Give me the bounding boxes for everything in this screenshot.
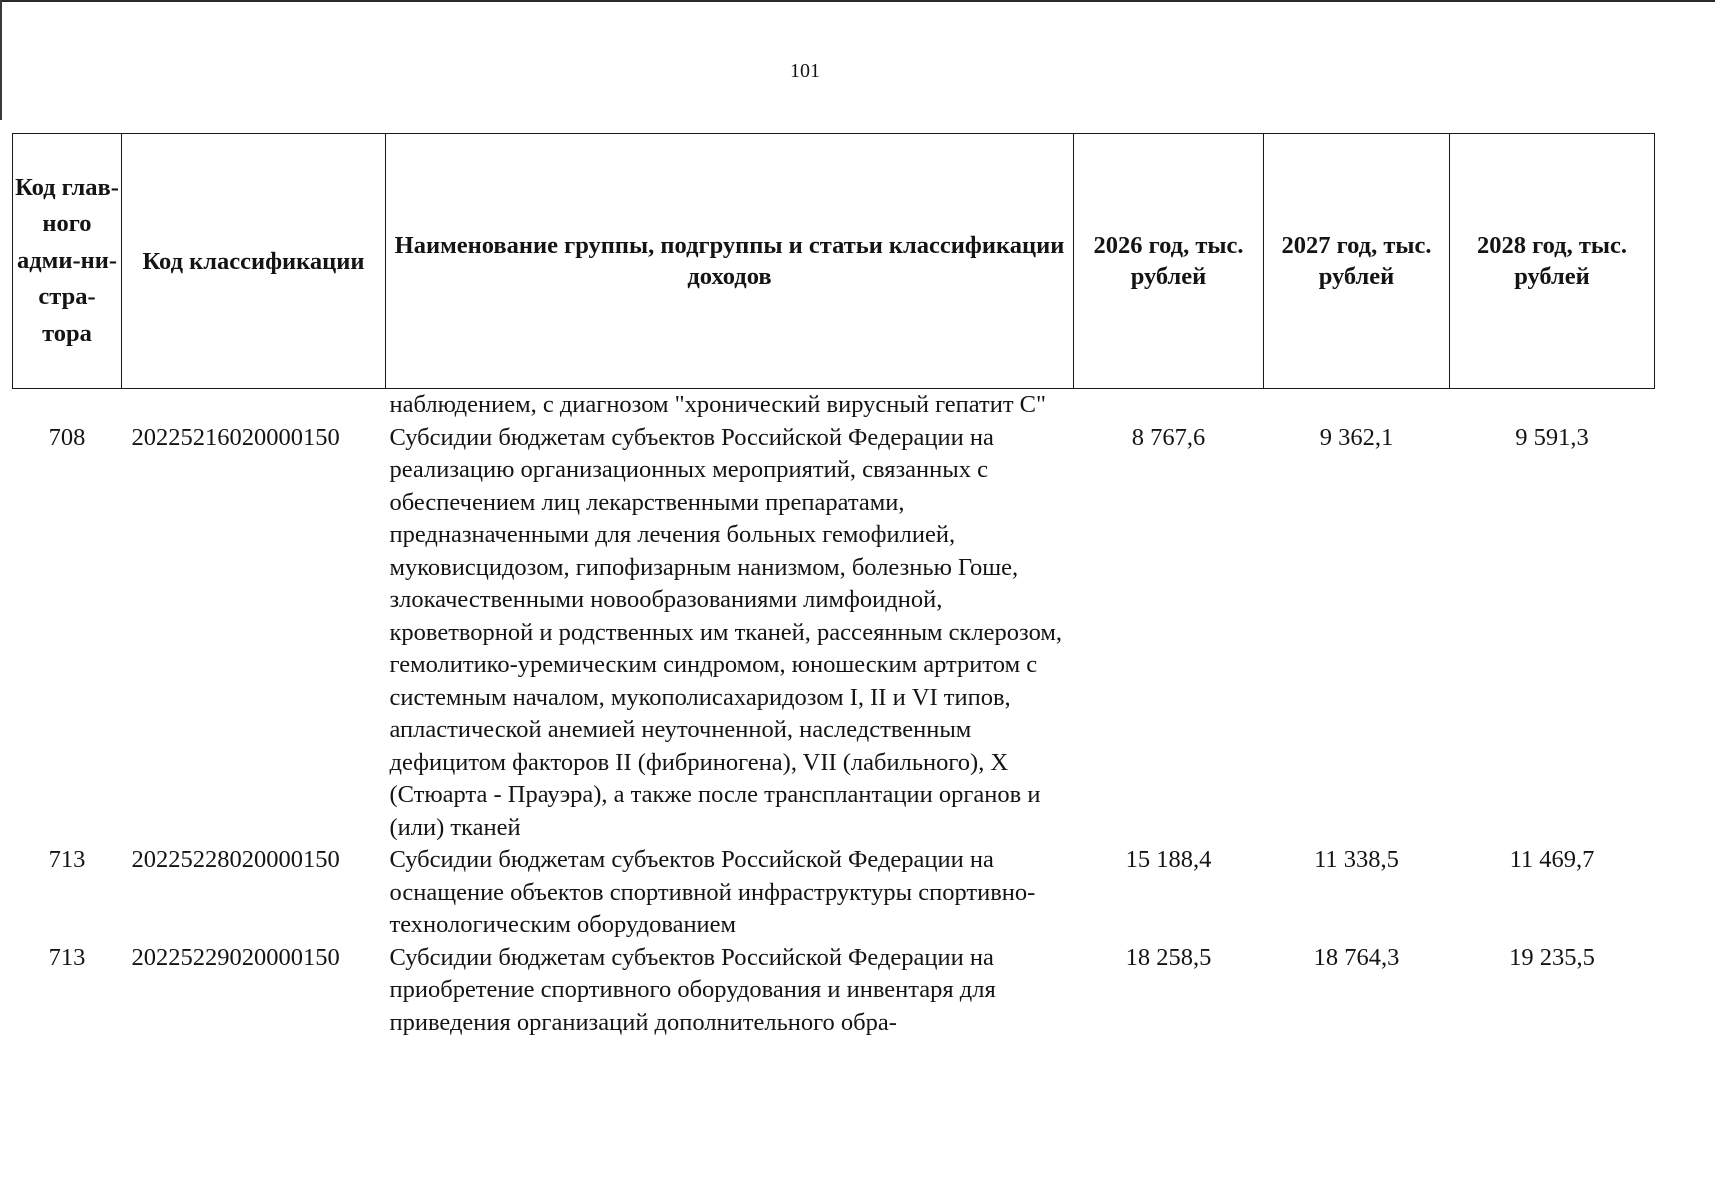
header-name: Наименование группы, подгруппы и статьи классификации доходов xyxy=(386,134,1074,389)
name-cell: Субсидии бюджетам субъектов Российской Федерации на оснащение объектов спортивной инфраструктуры спортивно-технологическим оборудованием xyxy=(389,846,1036,938)
header-class-code: Код классификации xyxy=(122,134,386,389)
value-2027-cell: 11 338,5 xyxy=(1314,846,1399,873)
table-row xyxy=(13,844,1655,942)
class-code-cell: 20225228020000150 xyxy=(131,846,340,873)
class-code-cell: 20225216020000150 xyxy=(131,423,340,451)
table-row xyxy=(13,942,1655,1040)
admin-code-cell: 713 xyxy=(48,846,86,873)
admin-code-cell: 713 xyxy=(48,943,86,971)
value-2028-cell: 11 469,7 xyxy=(1509,846,1595,873)
table-header-row xyxy=(13,134,1655,389)
name-cell: Субсидии бюджетам субъектов Российской Федерации на приобретение спортивного оборудования и инвентаря для приведения организаций дополнительного обра- xyxy=(389,943,996,1036)
value-2026-cell: 18 258,5 xyxy=(1125,943,1212,971)
name-cell: Субсидии бюджетам субъектов Российской Федерации на реализацию организационных мероприятий, связанных с обеспечением лиц лекарственными препаратами, предназначенными для лечения больных гемофилией, муковисцидозом, гипофизарным нанизмом, болезнью Гоше, злокачественными новообразованиями лимфоидной, кроветворной и родственных им тканей, рассеянным склерозом, гемолитико-уремическим синдромом, юношеским артритом с системным началом, мукополисахаридозом I, II и VI типов, апластической анемией неуточненной, наследственным дефицитом факторов II (фибриногена), VII (лабильного), X (Стюарта - Прауэра), а также после трансплантации органов и (или) тканей xyxy=(389,423,1062,841)
admin-code-cell: 708 xyxy=(48,423,86,451)
class-code-cell: 20225229020000150 xyxy=(131,943,340,971)
header-2028: 2028 год, тыс. рублей xyxy=(1450,134,1655,389)
revenue-table xyxy=(12,133,1655,1039)
value-2027-cell: 9 362,1 xyxy=(1319,423,1394,451)
value-2028-cell: 19 235,5 xyxy=(1509,943,1595,971)
page-border-left xyxy=(0,0,2,120)
value-2028-cell: 9 591,3 xyxy=(1515,423,1589,451)
header-admin-code: Код глав-ного адми-ни-стра-тора xyxy=(13,134,122,389)
value-2027-cell: 18 764,3 xyxy=(1313,943,1400,971)
value-2026-cell: 8 767,6 xyxy=(1131,423,1206,451)
table-row xyxy=(13,422,1655,845)
table-row-continuation xyxy=(13,389,1655,422)
value-2026-cell: 15 188,4 xyxy=(1125,846,1212,873)
page-border-top xyxy=(0,0,1715,2)
header-2027: 2027 год, тыс. рублей xyxy=(1264,134,1450,389)
header-2026: 2026 год, тыс. рублей xyxy=(1074,134,1264,389)
page-number: 101 xyxy=(790,60,820,82)
continuation-text: наблюдением, с диагнозом "хронический вирусный гепатит С" xyxy=(389,391,1047,418)
